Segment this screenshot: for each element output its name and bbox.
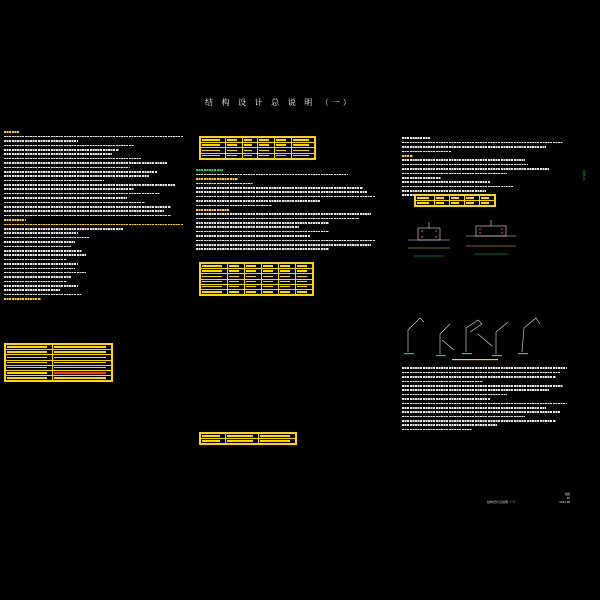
- table-cell: [435, 201, 450, 206]
- table-row: [201, 153, 315, 158]
- drawing-title: 结 构 设 计 总 说 明 （一）: [205, 98, 354, 107]
- title-block-name: 结构设计总说明（一）: [487, 500, 518, 504]
- lintel-table: [414, 194, 496, 207]
- table-cell: [262, 289, 279, 294]
- table-cell: [465, 201, 480, 206]
- table-cell: [226, 439, 259, 444]
- note-line: [402, 427, 577, 431]
- title-block-line: 2014.06: [559, 501, 570, 504]
- table-cell: [245, 289, 262, 294]
- concrete-grade-table: [199, 136, 316, 160]
- title-block-line: 结施: [564, 493, 570, 496]
- side-sheet-label: 结施-01: [582, 170, 586, 181]
- table-cell: [292, 153, 315, 158]
- note-line: [402, 401, 577, 405]
- table-cell: [228, 289, 245, 294]
- notes-column-right-lower: [402, 366, 577, 432]
- table-row: [6, 376, 112, 381]
- lintel-section-detail: [404, 218, 524, 260]
- notes-column-middle: [196, 168, 386, 251]
- table-cell: [201, 153, 226, 158]
- table-cell: [243, 153, 258, 158]
- title-block-line: 01: [566, 497, 570, 500]
- table-cell: [226, 153, 243, 158]
- cover-thickness-table: [199, 262, 314, 296]
- table-cell: [258, 153, 275, 158]
- material-table-left: [4, 343, 113, 382]
- table-cell: [296, 289, 313, 294]
- table-cell: [6, 376, 53, 381]
- notes-column-left: [4, 130, 190, 301]
- note-line: [196, 247, 386, 251]
- table-cell: [201, 289, 228, 294]
- table-row: [201, 439, 296, 444]
- stirrup-hook-details: [396, 312, 556, 364]
- table-cell: [259, 439, 296, 444]
- table-cell: [450, 201, 465, 206]
- table-cell: [279, 289, 296, 294]
- note-line: [4, 222, 190, 226]
- note-line: [4, 213, 190, 217]
- table-cell: [480, 201, 495, 206]
- notes-column-right: [402, 136, 577, 197]
- table-cell: [53, 376, 112, 381]
- table-cell: [201, 439, 226, 444]
- anchorage-table: [199, 432, 297, 445]
- table-cell: [275, 153, 292, 158]
- note-line: [4, 297, 190, 301]
- title-block: [540, 493, 570, 505]
- table-cell: [416, 201, 435, 206]
- note-line: [196, 238, 386, 242]
- table-row: [416, 201, 495, 206]
- table-row: [201, 289, 313, 294]
